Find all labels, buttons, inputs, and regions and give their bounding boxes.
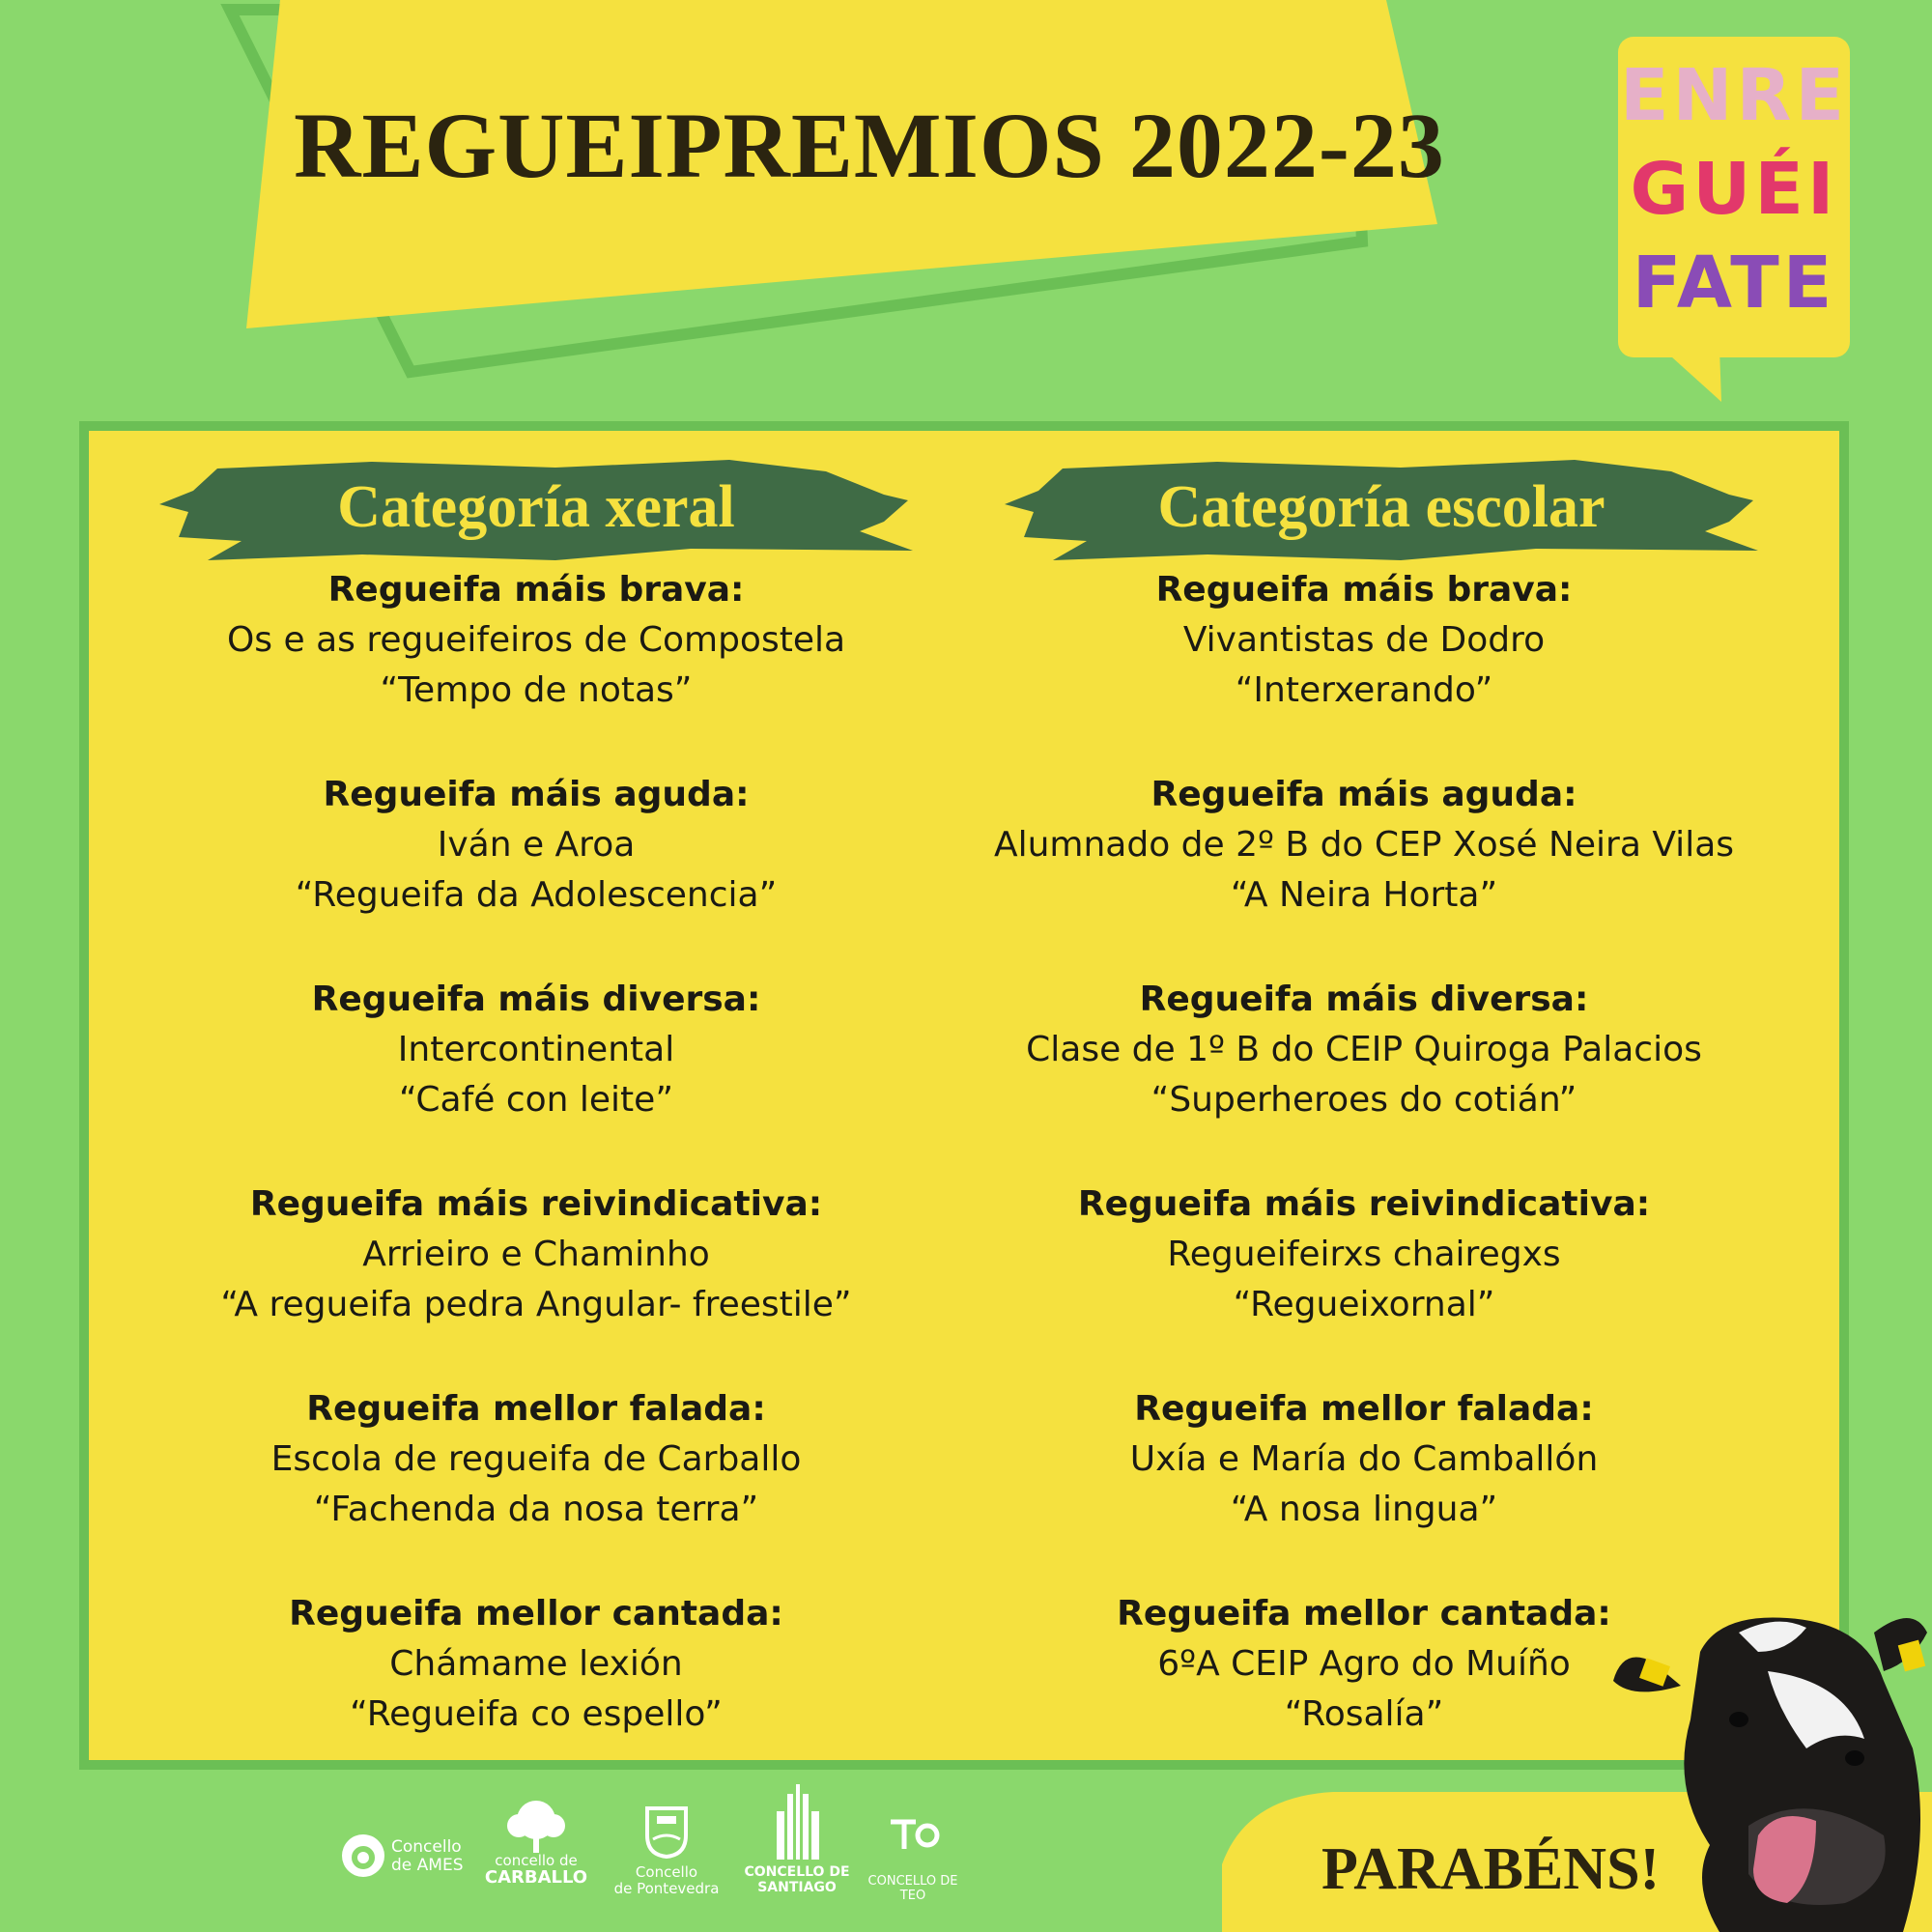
award-title: Regueifa máis aguda:	[1151, 775, 1577, 814]
pontevedra-label-1: Concello	[635, 1863, 698, 1881]
category-label: Categoría xeral	[337, 474, 735, 540]
award-work: “Interxerando”	[1235, 670, 1493, 710]
award-winner: Regueifeirxs chairegxs	[1167, 1235, 1561, 1274]
page-title: REGUEIPREMIOS 2022-23	[294, 94, 1445, 197]
award-work: “Fachenda da nosa terra”	[313, 1490, 759, 1529]
award-item	[910, 1384, 1818, 1589]
logo-line-1: ENRE	[1619, 54, 1848, 137]
general-awards-list	[82, 565, 990, 1794]
congratulations-text: PARABÉNS!	[1321, 1836, 1661, 1902]
award-work: “Superheroes do cotián”	[1151, 1080, 1577, 1120]
award-winner: Iván e Aroa	[437, 825, 636, 865]
award-item	[82, 1589, 990, 1794]
award-title: Regueifa máis brava:	[327, 570, 745, 610]
award-title: Regueifa máis diversa:	[1139, 980, 1589, 1019]
santiago-label-1: CONCELLO DE	[744, 1864, 850, 1880]
award-winner: Uxía e María do Camballón	[1129, 1439, 1599, 1479]
award-item	[910, 565, 1818, 770]
award-winner: Arrieiro e Chaminho	[362, 1235, 710, 1274]
award-work: “Rosalía”	[1284, 1694, 1444, 1734]
award-work: “Tempo de notas”	[380, 670, 693, 710]
cow-illustration	[1594, 1594, 1932, 1932]
pontevedra-label-2: de Pontevedra	[613, 1880, 720, 1897]
award-title: Regueifa mellor falada:	[306, 1389, 766, 1429]
category-heading-school	[995, 454, 1768, 570]
award-item	[910, 770, 1818, 975]
award-work: “Café con leite”	[399, 1080, 673, 1120]
award-item	[82, 1179, 990, 1384]
award-title: Regueifa máis diversa:	[311, 980, 761, 1019]
award-winner: Vivantistas de Dodro	[1182, 620, 1546, 660]
ames-label-1: Concello	[391, 1837, 462, 1857]
teo-logo-icon	[887, 1816, 941, 1855]
logo-line-2: GUÉI	[1630, 148, 1838, 231]
award-title: Regueifa mellor cantada:	[289, 1594, 783, 1634]
award-title: Regueifa máis reivindicativa:	[249, 1184, 823, 1224]
award-winner: 6ºA CEIP Agro do Muíño	[1157, 1644, 1571, 1684]
award-winner: Alumnado de 2º B do CEP Xosé Neira Vilas	[993, 825, 1735, 865]
award-title: Regueifa máis brava:	[1155, 570, 1573, 610]
ames-logo-icon	[340, 1833, 386, 1879]
award-work: “A nosa lingua”	[1230, 1490, 1498, 1529]
award-title: Regueifa máis aguda:	[323, 775, 750, 814]
award-title: Regueifa mellor falada:	[1134, 1389, 1594, 1429]
award-title: Regueifa mellor cantada:	[1117, 1594, 1611, 1634]
santiago-label-2: SANTIAGO	[757, 1880, 837, 1895]
carballo-label-1: concello de	[495, 1852, 578, 1869]
award-work: “Regueixornal”	[1233, 1285, 1495, 1324]
award-winner: Os e as regueifeiros de Compostela	[226, 620, 846, 660]
award-title: Regueifa máis reivindicativa:	[1077, 1184, 1651, 1224]
award-item	[82, 770, 990, 975]
enregueifate-logo	[1618, 37, 1850, 357]
shield-icon	[645, 1806, 688, 1859]
logo-line-3: FATE	[1632, 242, 1836, 325]
tree-icon	[497, 1797, 575, 1855]
award-winner: Escola de regueifa de Carballo	[270, 1439, 802, 1479]
award-winner: Chámame lexión	[389, 1644, 683, 1684]
category-label: Categoría escolar	[1157, 474, 1605, 540]
award-item	[910, 1179, 1818, 1384]
award-item	[82, 975, 990, 1179]
award-item	[82, 1384, 990, 1589]
award-work: “A Neira Horta”	[1230, 875, 1498, 915]
award-work: “Regueifa da Adolescencia”	[295, 875, 778, 915]
award-winner: Intercontinental	[397, 1030, 675, 1069]
cathedral-icon	[773, 1782, 821, 1860]
award-winner: Clase de 1º B do CEIP Quiroga Palacios	[1026, 1030, 1702, 1069]
award-item	[910, 975, 1818, 1179]
award-work: “Regueifa co espello”	[350, 1694, 723, 1734]
award-work: “A regueifa pedra Angular- freestile”	[220, 1285, 852, 1324]
category-heading-general	[150, 454, 923, 570]
carballo-label-2: CARBALLO	[484, 1867, 588, 1888]
ames-label-2: de AMES	[391, 1856, 464, 1875]
award-item	[82, 565, 990, 770]
teo-label: CONCELLO DE TEO	[867, 1874, 958, 1903]
